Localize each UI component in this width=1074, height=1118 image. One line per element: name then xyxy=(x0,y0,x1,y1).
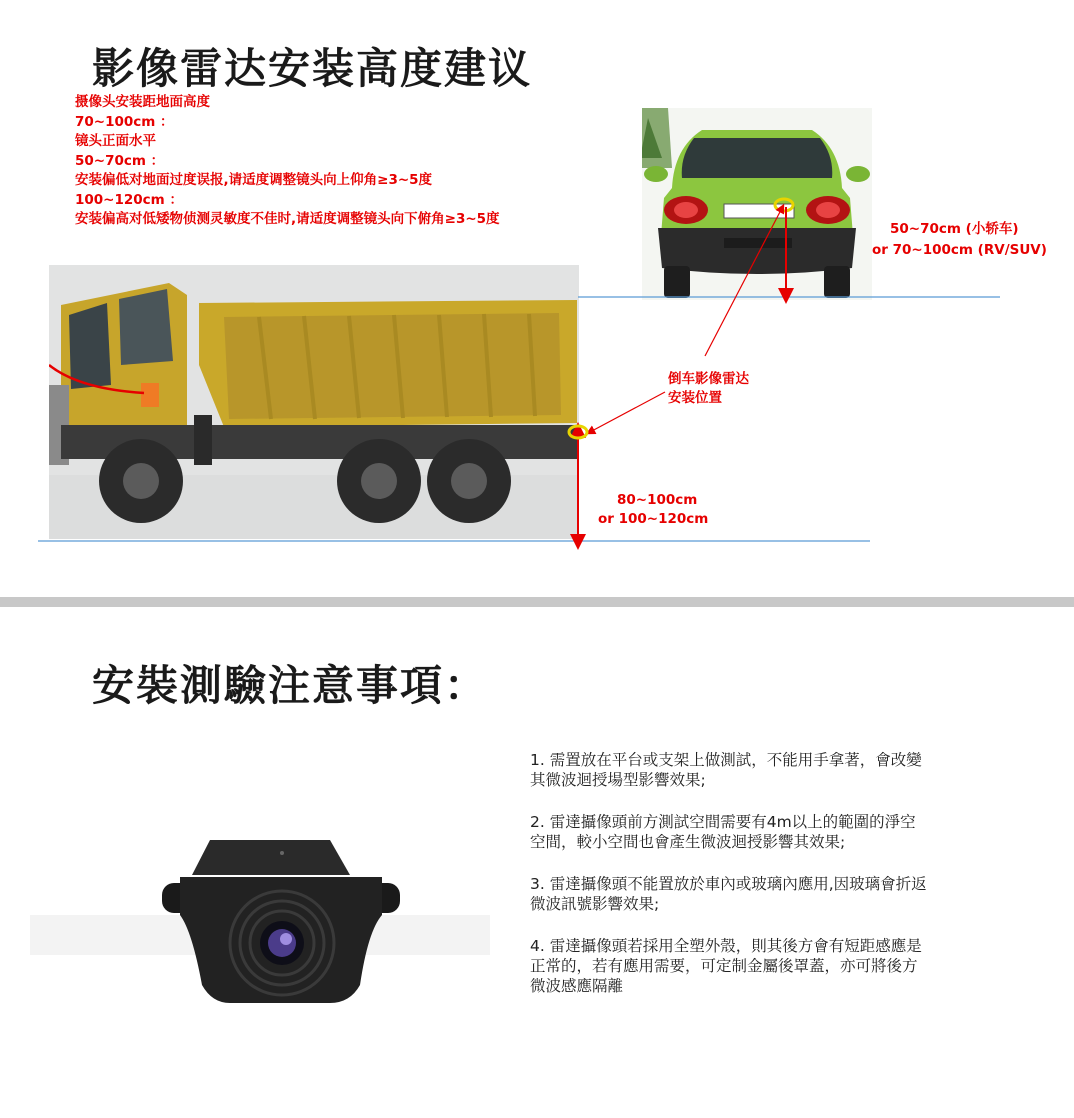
notes-list xyxy=(530,750,930,1018)
list-item: 3. 雷達攝像頭不能置放於車內或玻璃內應用,因玻璃會折返微波訊號影響效果; xyxy=(530,875,927,913)
note-line: 安装偏低对地面过度误报,请适度调整镜头向上仰角≥3~5度 xyxy=(75,172,433,188)
list-item: 1. 需置放在平台或支架上做測試，不能用手拿著，會改變其微波迴授場型影響效果; xyxy=(530,751,922,789)
radar-camera-image xyxy=(30,835,490,1005)
car-height-line: 50~70cm (小轿车) xyxy=(890,221,1019,237)
note-line: 镜头正面水平 xyxy=(75,133,156,149)
truck-height-line: 80~100cm xyxy=(617,492,698,508)
list-item: 4. 雷達攝像頭若採用全塑外殼，則其後方會有短距感應是正常的，若有應用需要，可定制金屬後罩蓋，亦可將後方微波感應隔離 xyxy=(530,937,922,995)
section1-title: 影像雷达安装高度建议 xyxy=(92,44,533,93)
list-item: 2. 雷達攝像頭前方測試空間需要有4m以上的範圍的淨空空間，較小空間也會產生微波迴授影響其效果; xyxy=(530,813,916,851)
radar-position-line: 倒车影像雷达 xyxy=(668,371,749,387)
note-line: 安装偏高对低矮物侦测灵敏度不佳时,请适度调整镜头向下俯角≥3~5度 xyxy=(75,211,500,227)
car-height-label xyxy=(890,220,1019,239)
note-line: 50~70cm ： xyxy=(75,152,165,169)
truck-height-label xyxy=(598,491,708,529)
radar-position-label xyxy=(668,370,749,408)
car-height-label-alt: or 70~100cm (RV/SUV) xyxy=(872,242,1047,258)
note-line: 摄像头安装距地面高度 xyxy=(75,94,210,110)
radar-position-line: 安装位置 xyxy=(668,390,722,406)
section2-title: 安裝測驗注意事項： xyxy=(92,661,489,710)
section-divider xyxy=(0,597,1074,607)
truck-height-line: or 100~120cm xyxy=(598,511,709,527)
note-line: 100~120cm ： xyxy=(75,191,183,208)
note-line: 70~100cm ： xyxy=(75,113,174,130)
